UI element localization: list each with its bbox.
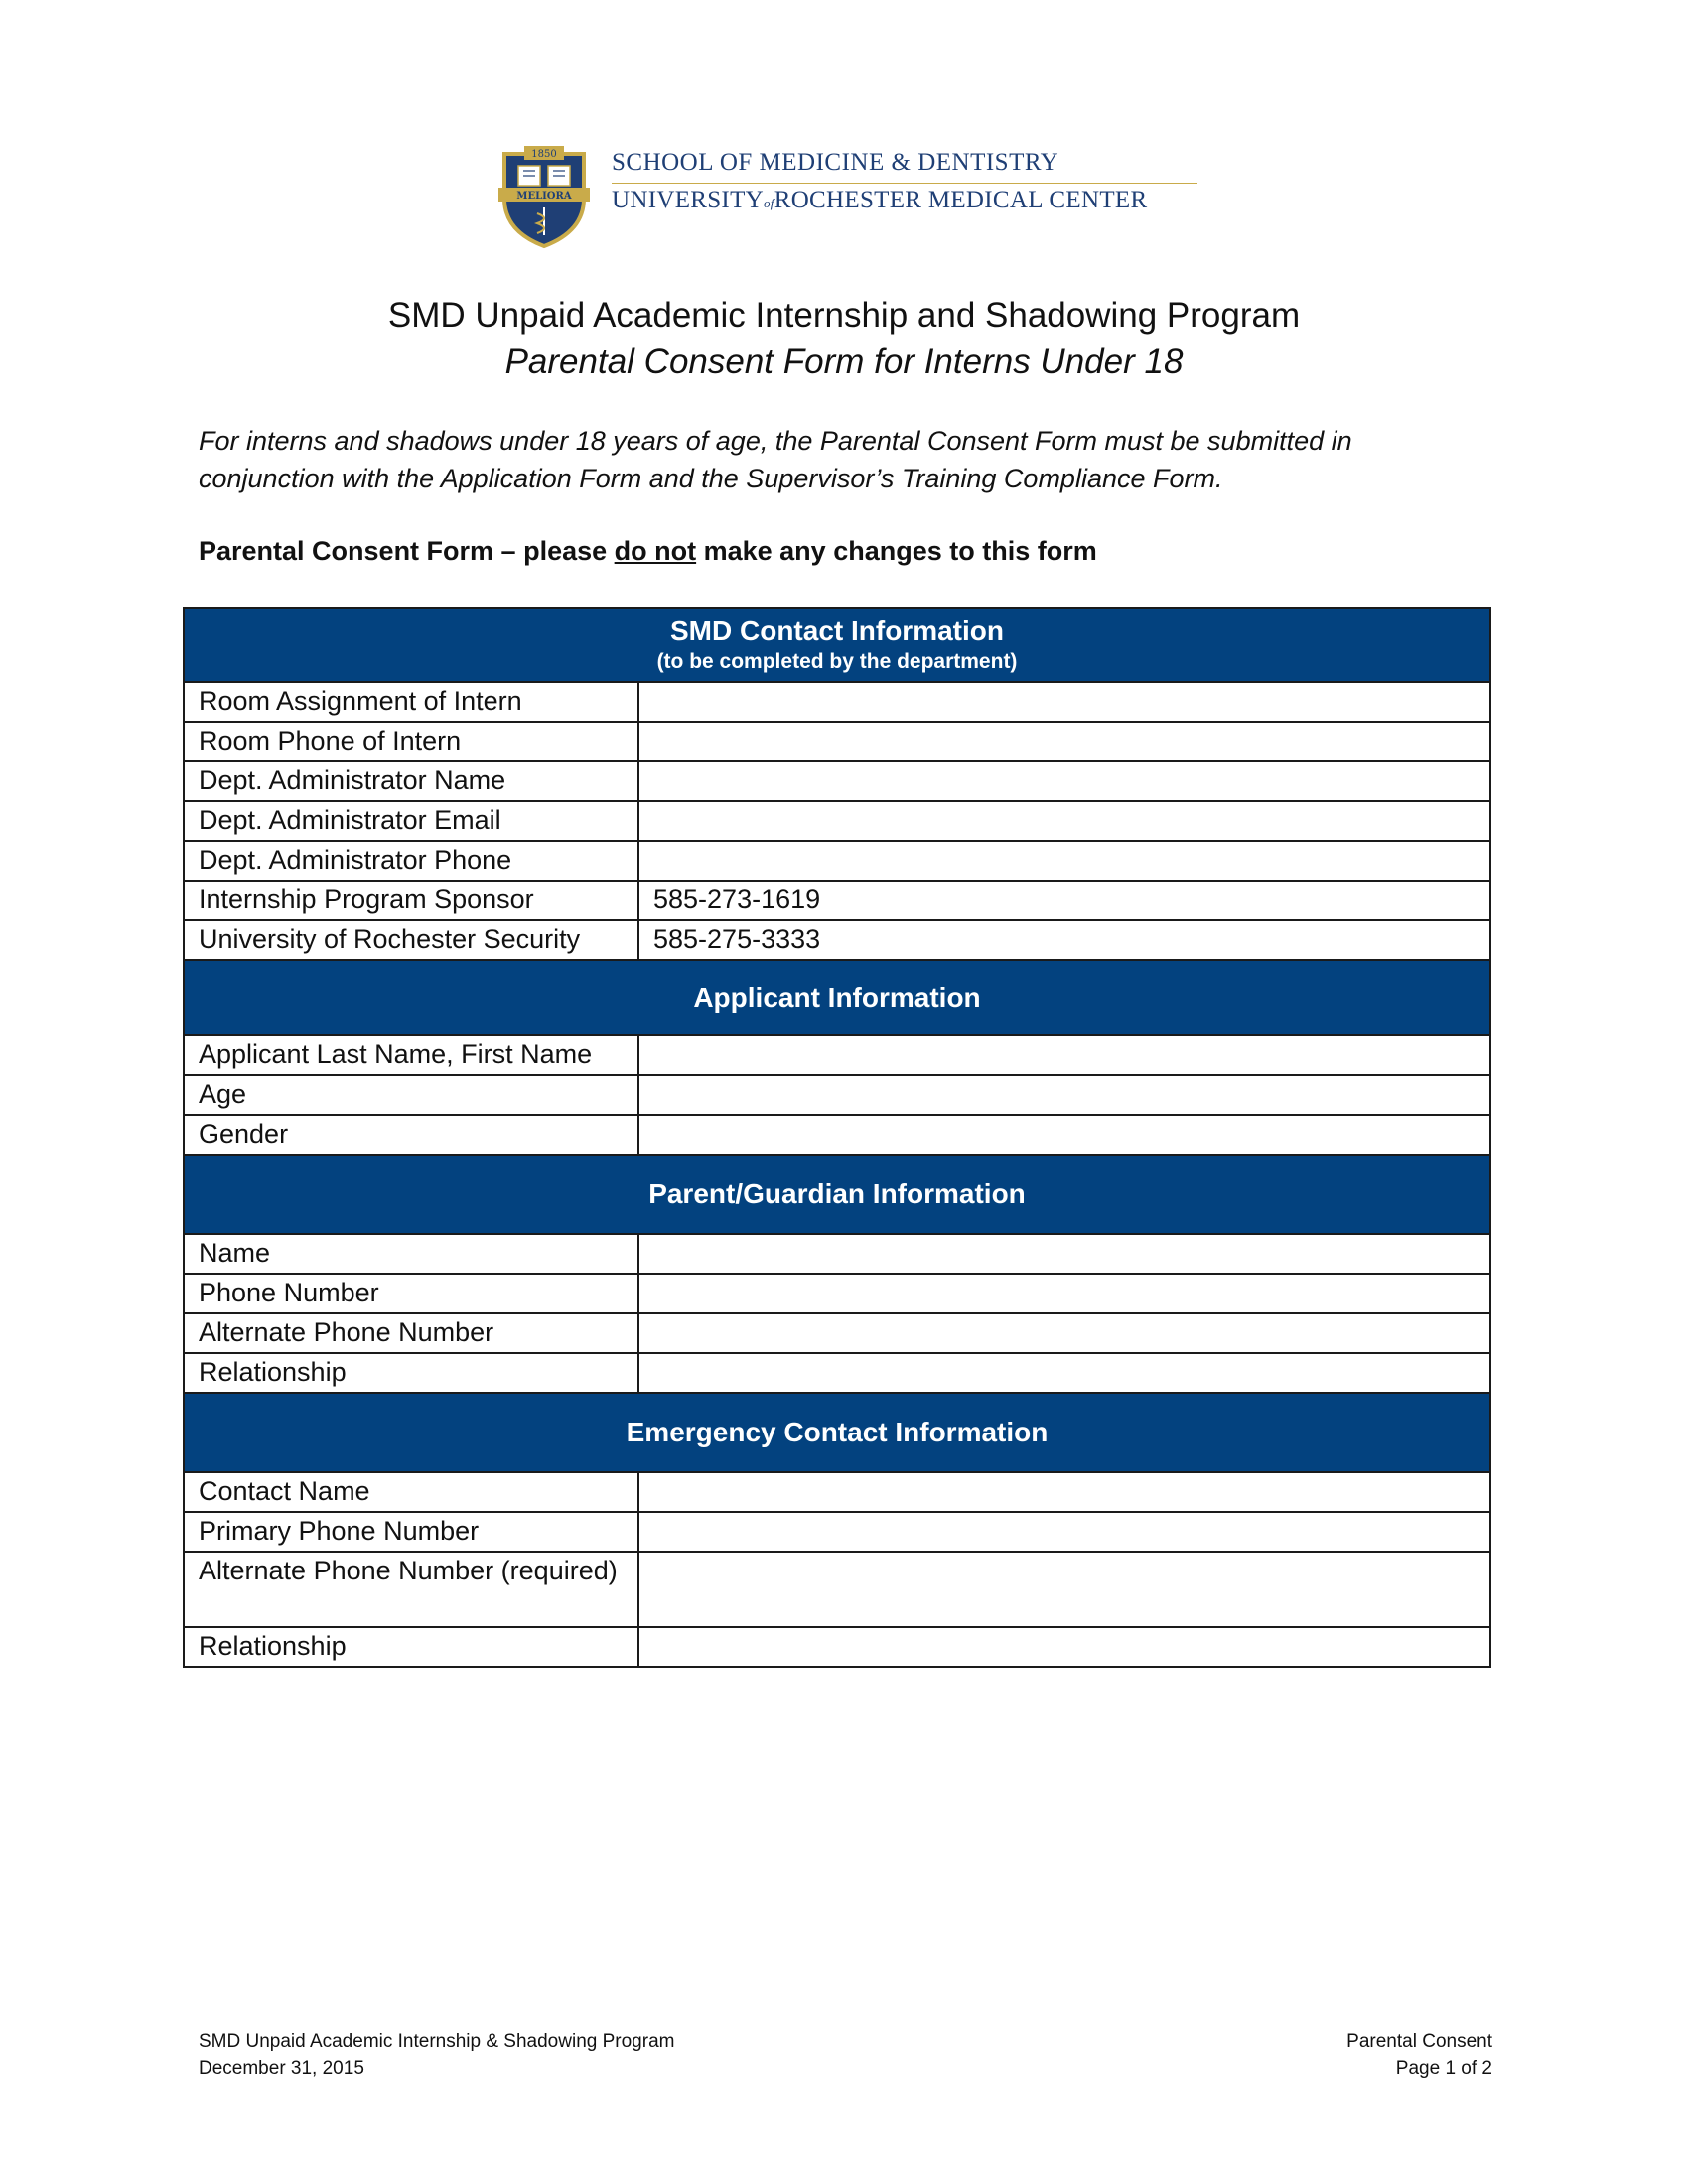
field-value[interactable] [638,1035,1490,1075]
logo-line2 [612,186,1209,218]
field-value[interactable] [638,1512,1490,1552]
field-value[interactable] [638,1627,1490,1667]
logo-of: of [764,196,774,210]
footer-program: SMD Unpaid Academic Internship & Shadowing Program [199,2031,675,2052]
field-label: Gender [184,1115,638,1155]
field-value[interactable] [638,1115,1490,1155]
footer-page-number: Page 1 of 2 [1395,2058,1492,2079]
table-row [184,1353,1490,1393]
table-row [184,920,1490,960]
field-label: Phone Number [184,1274,638,1313]
table-row [184,761,1490,801]
field-label: Primary Phone Number [184,1512,638,1552]
notice-underlined: do not [614,536,697,566]
logo-line1: SCHOOL OF MEDICINE & DENTISTRY [612,148,1197,184]
field-label: Dept. Administrator Name [184,761,638,801]
field-value[interactable] [638,1274,1490,1313]
field-label: Alternate Phone Number [184,1313,638,1353]
footer-right [1346,2028,1492,2082]
shield-year: 1850 [531,149,557,160]
field-label: Applicant Last Name, First Name [184,1035,638,1075]
section-subtitle-smd: (to be completed by the department) [656,649,1018,673]
table-row [184,1552,1490,1627]
field-value[interactable] [638,1472,1490,1512]
section-header-emergency [184,1393,1490,1472]
consent-form-table [183,607,1491,1668]
section-title-applicant: Applicant Information [693,982,981,1013]
section-title-emergency: Emergency Contact Information [626,1417,1049,1447]
field-value[interactable] [638,1234,1490,1274]
table-row [184,1075,1490,1115]
table-row [184,1627,1490,1667]
table-row [184,1472,1490,1512]
field-label: Room Phone of Intern [184,722,638,761]
table-row [184,1035,1490,1075]
field-label: Name [184,1234,638,1274]
field-label: Alternate Phone Number (required) [184,1552,638,1627]
field-value[interactable] [638,841,1490,881]
field-value: 585-273-1619 [638,881,1490,920]
footer-left [199,2028,674,2082]
form-notice [199,533,1097,569]
page-subtitle: Parental Consent Form for Interns Under 18 [504,342,1184,381]
shield-icon [494,144,594,249]
notice-after: make any changes to this form [696,536,1097,566]
table-row [184,881,1490,920]
table-row [184,801,1490,841]
section-title-parent: Parent/Guardian Information [648,1178,1026,1209]
field-label: Age [184,1075,638,1115]
table-row [184,1512,1490,1552]
table-row [184,682,1490,722]
section-header-smd [184,608,1490,682]
shield-motto: MELIORA [516,191,572,202]
field-value[interactable] [638,1075,1490,1115]
footer-doc-name: Parental Consent [1346,2031,1492,2052]
intro-text: For interns and shadows under 18 years of age, the Parental Consent Form must be submitted in conjunction with the Application Form and the Supervisor’s Training Compliance Form. [199,426,1352,493]
field-value[interactable] [638,1552,1490,1627]
field-value[interactable] [638,801,1490,841]
table-row [184,841,1490,881]
table-row [184,1234,1490,1274]
field-label: University of Rochester Security [184,920,638,960]
field-value: 585-275-3333 [638,920,1490,960]
table-row [184,1274,1490,1313]
field-value[interactable] [638,1313,1490,1353]
field-label: Room Assignment of Intern [184,682,638,722]
logo-rochester: ROCHESTER MEDICAL CENTER [774,187,1148,213]
section-header-applicant [184,960,1490,1035]
table-row [184,1313,1490,1353]
notice-before: Parental Consent Form – please [199,536,615,566]
institution-logo [494,144,1209,253]
logo-text [612,148,1209,218]
section-header-parent [184,1155,1490,1234]
page-title: SMD Unpaid Academic Internship and Shadowing Program [387,296,1301,335]
section-title-smd: SMD Contact Information [670,614,1004,646]
field-label: Relationship [184,1627,638,1667]
table-row [184,722,1490,761]
field-label: Internship Program Sponsor [184,881,638,920]
footer-date: December 31, 2015 [199,2058,364,2079]
field-label: Dept. Administrator Phone [184,841,638,881]
field-value[interactable] [638,682,1490,722]
field-value[interactable] [638,761,1490,801]
table-row [184,1115,1490,1155]
field-label: Dept. Administrator Email [184,801,638,841]
field-value[interactable] [638,1353,1490,1393]
field-label: Contact Name [184,1472,638,1512]
field-label: Relationship [184,1353,638,1393]
logo-university: UNIVERSITY [612,187,764,213]
field-value[interactable] [638,722,1490,761]
